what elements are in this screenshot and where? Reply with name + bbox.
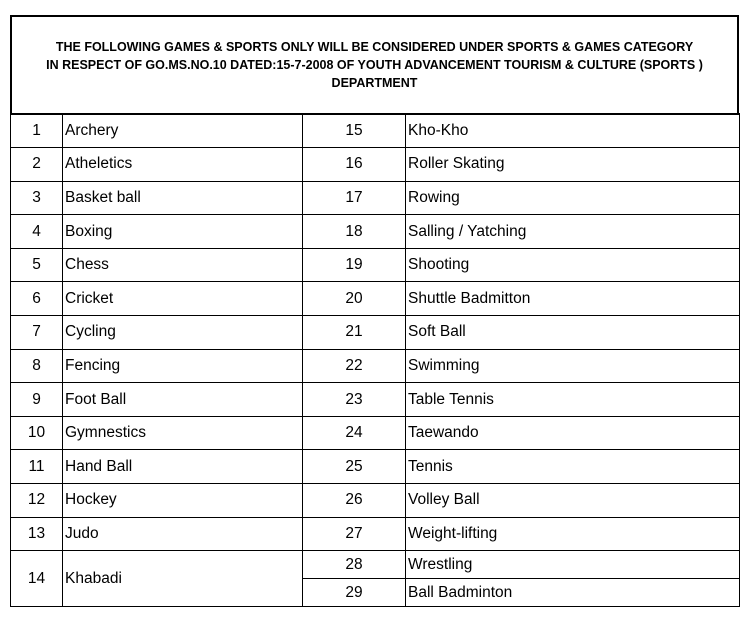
serial-number: 21 [303, 316, 406, 350]
document-header [10, 15, 739, 113]
sports-table [10, 113, 740, 607]
serial-number: 18 [303, 215, 406, 249]
sport-name: Khabadi [63, 551, 303, 607]
serial-number: 22 [303, 349, 406, 383]
table-row [11, 517, 740, 551]
sport-name: Salling / Yatching [406, 215, 740, 249]
serial-number: 12 [11, 484, 63, 518]
serial-number: 1 [11, 114, 63, 148]
sport-name: Kho-Kho [406, 114, 740, 148]
serial-number: 7 [11, 316, 63, 350]
sports-table-body [11, 114, 740, 607]
sport-name: Gymnestics [63, 416, 303, 450]
serial-number: 10 [11, 416, 63, 450]
serial-number: 23 [303, 383, 406, 417]
sport-name: Cricket [63, 282, 303, 316]
serial-number: 19 [303, 248, 406, 282]
table-row [11, 416, 740, 450]
sport-name: Judo [63, 517, 303, 551]
serial-number: 29 [303, 579, 406, 607]
sport-name: Swimming [406, 349, 740, 383]
table-row [11, 181, 740, 215]
sport-name: Roller Skating [406, 148, 740, 182]
sport-name: Tennis [406, 450, 740, 484]
serial-number: 9 [11, 383, 63, 417]
serial-number: 16 [303, 148, 406, 182]
serial-number: 24 [303, 416, 406, 450]
sport-name: Taewando [406, 416, 740, 450]
sport-name: Ball Badminton [406, 579, 740, 607]
table-row [11, 383, 740, 417]
serial-number: 8 [11, 349, 63, 383]
serial-number: 11 [11, 450, 63, 484]
sport-name: Soft Ball [406, 316, 740, 350]
serial-number: 13 [11, 517, 63, 551]
serial-number: 6 [11, 282, 63, 316]
sport-name: Volley Ball [406, 484, 740, 518]
table-row [11, 484, 740, 518]
table-row [11, 215, 740, 249]
sport-name: Weight-lifting [406, 517, 740, 551]
sport-name: Hand Ball [63, 450, 303, 484]
table-row [11, 316, 740, 350]
sport-name: Table Tennis [406, 383, 740, 417]
serial-number: 28 [303, 551, 406, 579]
serial-number: 14 [11, 551, 63, 607]
serial-number: 5 [11, 248, 63, 282]
header-line-3: DEPARTMENT [331, 76, 418, 90]
serial-number: 20 [303, 282, 406, 316]
header-line-2: IN RESPECT OF GO.MS.NO.10 DATED:15-7-2008 OF YOUTH ADVANCEMENT TOURISM & CULTURE (SPORTS ) [46, 58, 703, 72]
table-row [11, 349, 740, 383]
table-row [11, 114, 740, 148]
sport-name: Boxing [63, 215, 303, 249]
sport-name: Fencing [63, 349, 303, 383]
serial-number: 2 [11, 148, 63, 182]
sport-name: Atheletics [63, 148, 303, 182]
sport-name: Basket ball [63, 181, 303, 215]
serial-number: 4 [11, 215, 63, 249]
sport-name: Rowing [406, 181, 740, 215]
table-row [11, 551, 740, 579]
table-row [11, 248, 740, 282]
serial-number: 26 [303, 484, 406, 518]
sport-name: Shooting [406, 248, 740, 282]
table-row [11, 148, 740, 182]
sport-name: Cycling [63, 316, 303, 350]
sport-name: Wrestling [406, 551, 740, 579]
serial-number: 17 [303, 181, 406, 215]
serial-number: 25 [303, 450, 406, 484]
header-line-1: THE FOLLOWING GAMES & SPORTS ONLY WILL BE CONSIDERED UNDER SPORTS & GAMES CATEGORY [55, 40, 694, 54]
serial-number: 15 [303, 114, 406, 148]
sport-name: Archery [63, 114, 303, 148]
sport-name: Shuttle Badmitton [406, 282, 740, 316]
table-row [11, 282, 740, 316]
sport-name: Chess [63, 248, 303, 282]
serial-number: 27 [303, 517, 406, 551]
table-row [11, 450, 740, 484]
sport-name: Foot Ball [63, 383, 303, 417]
sport-name: Hockey [63, 484, 303, 518]
serial-number: 3 [11, 181, 63, 215]
